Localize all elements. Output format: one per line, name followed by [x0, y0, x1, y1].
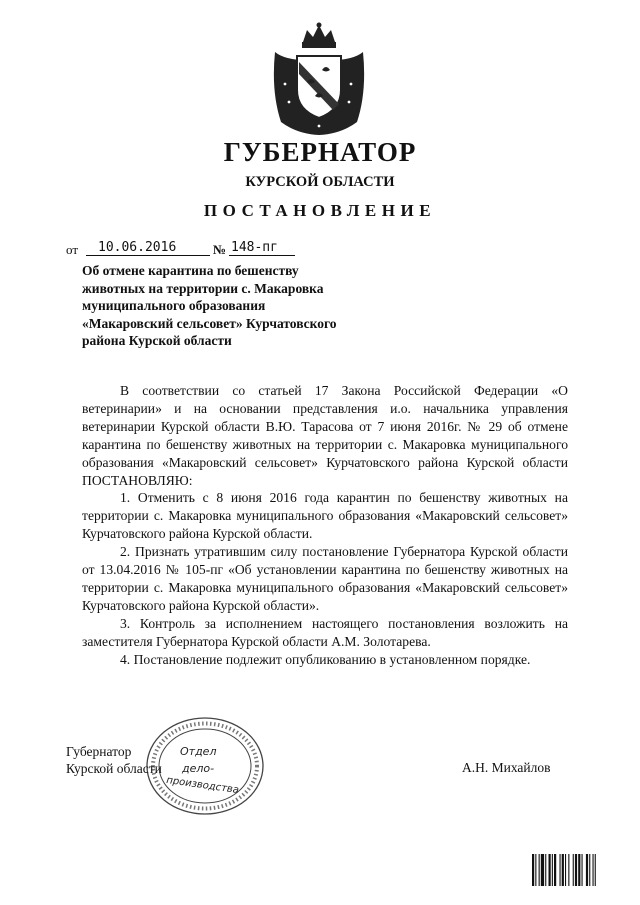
clause-1: 1. Отменить с 8 июня 2016 года карантин по бешенству животных на территории с. Макаровка муниципального образования «Макаровский сельсовет» Курчатовского района Курской области. — [82, 490, 568, 542]
clause-4: 4. Постановление подлежит опубликованию в установленном порядке. — [120, 651, 531, 667]
document-type: ПОСТАНОВЛЕНИЕ — [203, 201, 437, 220]
signatory-position — [66, 743, 162, 777]
signatory-position-line-2: Курской области — [66, 761, 162, 776]
signatory-position-line-1: Губернатор — [66, 744, 132, 759]
date-value: 10.06.2016 — [86, 239, 210, 256]
stamp-line-3: производства — [165, 774, 240, 797]
stamp-line-1: Отдел — [180, 745, 217, 758]
clause-3: 3. Контроль за исполнением настоящего постановления возложить на заместителя Губернатора Курской области А.М. Золотарева. — [82, 615, 568, 649]
subject-line: «Макаровский сельсовет» Курчатовского — [82, 315, 337, 331]
preamble-paragraph: В соответствии со статьей 17 Закона Российской Федерации «О ветеринарии» и на основании представления и.о. начальника управления ветеринарии Курской области В.Ю. Тарасова от 7 июня 2016г. № 29 об отмене карантина по бешенству животных на территории с. Макаровка муниципального образования «Макаровский сельсовет» Курчатовского района Курской области ПОСТАНОВЛЯЮ: — [82, 383, 568, 488]
document-body — [82, 382, 568, 669]
subject-line: животных на территории с. Макаровка — [82, 280, 324, 296]
page-title: ГУБЕРНАТОР — [223, 137, 417, 167]
page-subtitle: КУРСКОЙ ОБЛАСТИ — [245, 174, 395, 190]
barcode-icon — [532, 854, 624, 886]
document-subject — [82, 262, 392, 350]
subject-line: района Курской области — [82, 333, 232, 349]
coat-of-arms-icon — [267, 22, 371, 136]
subject-line: Об отмене карантина по бешенству — [82, 263, 299, 278]
number-label: № — [213, 242, 227, 257]
stamp-line-2: дело- — [182, 762, 215, 775]
subject-line: муниципального образования — [82, 298, 266, 314]
date-label: от — [66, 242, 79, 257]
clause-2: 2. Признать утратившим силу постановление Губернатора Курской области от 13.04.2016 № 105-пг «Об установлении карантина по бешенству животных на территории с. Макаровка муниципального образования «Макаровский сельсовет» Курчатовского района Курской области». — [82, 544, 568, 613]
number-value: 148-пг — [229, 239, 295, 256]
signatory-name: А.Н. Михайлов — [462, 760, 551, 775]
